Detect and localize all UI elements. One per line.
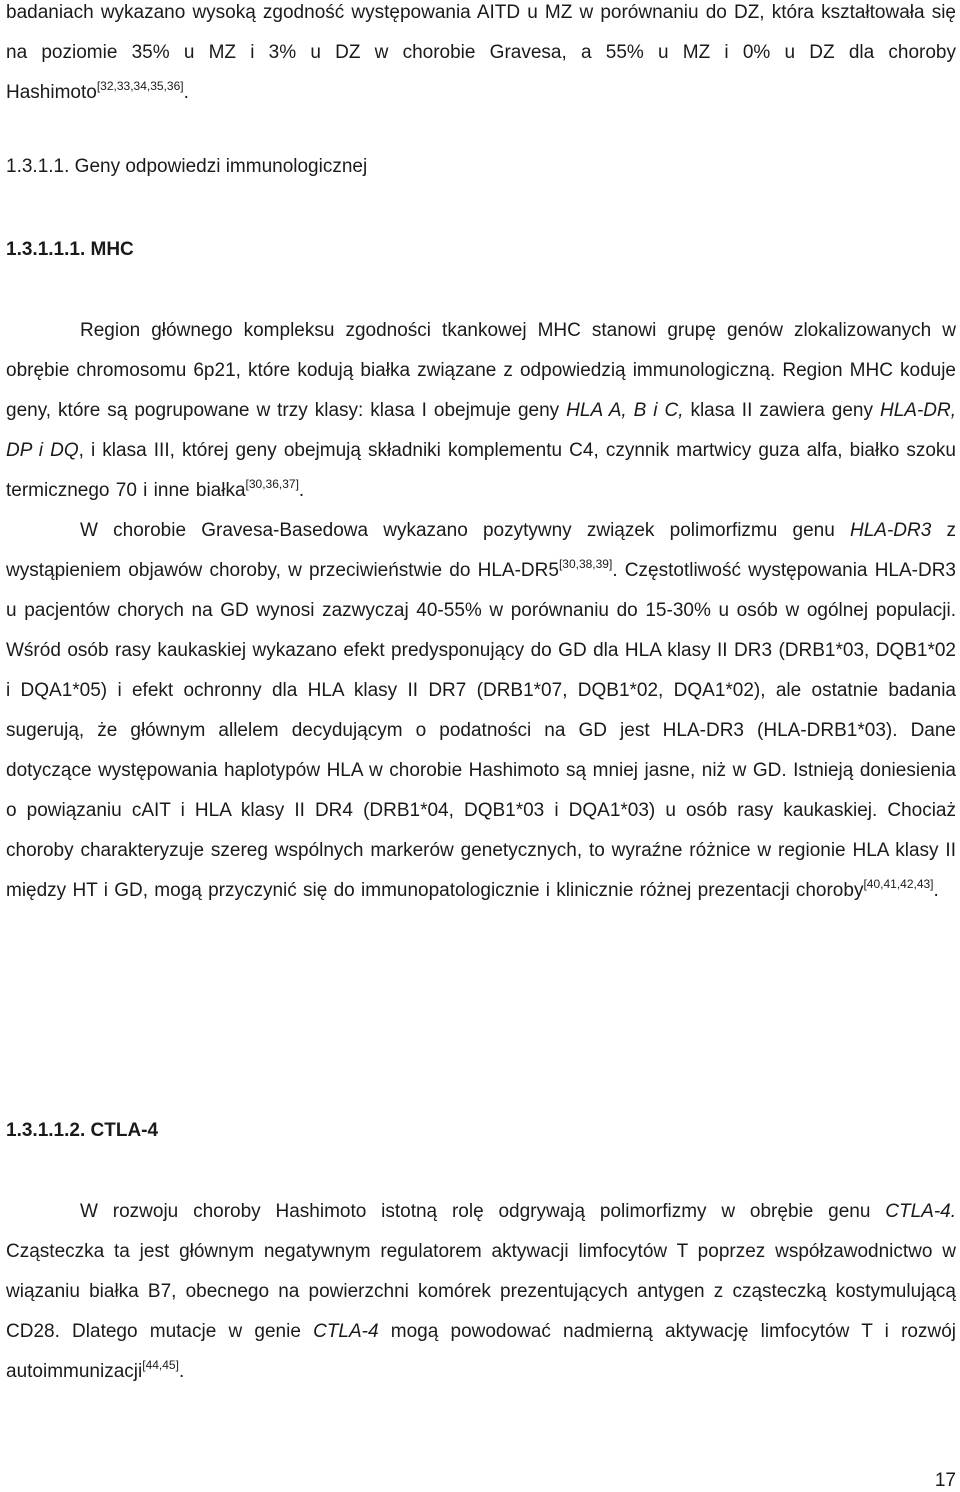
citation: [30,38,39] (558, 557, 613, 571)
intro-paragraph (6, 0, 956, 113)
section-heading-mhc (6, 230, 134, 270)
italic-gene-names: CTLA-4 (313, 1321, 379, 1342)
mhc-paragraph-2 (6, 511, 956, 911)
citation: [44,45] (142, 1358, 179, 1372)
mhc-section-body (6, 311, 956, 911)
intro-text: badaniach wykazano wysoką zgodność występowania AITD u MZ w porównaniu do DZ, która kształtowała się na poziomie 35% u MZ i 3% u DZ w chorobie Gravesa, a 55% u MZ i 0% u DZ dla choroby Hashimoto (6, 2, 956, 103)
italic-gene-names: HLA-DR, DP i DQ (6, 400, 956, 461)
text-run: . (933, 880, 939, 901)
citation: [40,41,42,43] (863, 877, 934, 891)
text-run: W chorobie Gravesa-Basedowa wykazano pozytywny związek polimorfizmu genu (80, 520, 850, 541)
heading-text: 1.3.1.1. Geny odpowiedzi immunologicznej (6, 156, 368, 177)
text-run: . (298, 480, 305, 501)
intro-paragraph-block (6, 0, 956, 113)
ctla4-section-body (6, 1192, 956, 1392)
page-number: 17 (934, 1470, 956, 1491)
intro-end: . (183, 82, 189, 103)
text-run: , i klasa III, której geny obejmują składniki komplementu C4, czynnik martwicy guza alfa, białko szoku termicznego 70 i inne białka (6, 440, 956, 501)
heading-text: 1.3.1.1.2. CTLA-4 (6, 1120, 159, 1141)
text-run: klasa II zawiera geny (683, 400, 880, 421)
citation: [30,36,37] (245, 477, 299, 491)
italic-gene-names: CTLA-4. (885, 1201, 956, 1222)
text-run: mogą powodować nadmierną aktywację limfocytów T i rozwój autoimmunizacji (6, 1321, 956, 1382)
italic-gene-names: HLA-DR3 (849, 520, 932, 541)
text-run: z wystąpieniem objawów choroby, w przeciwieństwie do HLA-DR5 (6, 520, 956, 581)
text-run: Region głównego kompleksu zgodności tkankowej MHC stanowi grupę genów zlokalizowanych w obrębie chromosomu 6p21, które kodują białka związane z odpowiedzią immunologiczną. Region MHC koduje geny, które są pogrupowane w trzy klasy: klasa I obejmuje geny (6, 320, 956, 421)
text-run: . Częstotliwość występowania HLA-DR3 u pacjentów chorych na GD wynosi zazwyczaj 40-55% w porównaniu do 15-30% u osób w ogólnej populacji. Wśród osób rasy kaukaskiej wykazano efekt predysponujący do GD dla HLA klasy II DR3 (DRB1*03, DQB1*02 i DQA1*05) i efekt ochronny dla HLA klasy II DR7 (DRB1*07, DQB1*02, DQA1*02), ale ostatnie badania sugerują, że głównym allelem decydującym o podatności na GD jest HLA-DR3 (HLA-DRB1*03). Dane dotyczące występowania haplotypów HLA w chorobie Hashimoto są mniej jasne, niż w GD. Istnieją doniesienia o powiązaniu cAIT i HLA klasy II DR4 (DRB1*04, DQB1*03 i DQA1*03) u osób rasy kaukaskiej. Chociaż choroby charakteryzuje szereg wspólnych markerów genetycznych, to wyraźne różnice w regionie HLA klasy II między HT i GD, mogą przyczynić się do immunopatologicznie i klinicznie różnej prezentacji choroby (6, 560, 957, 901)
ctla4-paragraph (6, 1192, 956, 1392)
citation: [32,33,34,35,36] (96, 79, 184, 93)
text-run: Cząsteczka ta jest głównym negatywnym regulatorem aktywacji limfocytów T poprzez współzawodnictwo w wiązaniu białka B7, obecnego na powierzchni komórek prezentujących antygen z cząsteczką kostymulującą CD28. Dlatego mutacje w genie (6, 1241, 956, 1342)
text-run: W rozwoju choroby Hashimoto istotną rolę odgrywają polimorfizmy w obrębie genu (80, 1201, 886, 1222)
mhc-paragraph-1 (6, 311, 956, 511)
section-heading-ctla4 (6, 1111, 158, 1151)
heading-text: 1.3.1.1.1. MHC (6, 239, 134, 260)
italic-gene-names: HLA A, B i C, (566, 400, 684, 421)
section-heading-immune-genes (6, 147, 367, 187)
text-run: . (178, 1361, 185, 1382)
